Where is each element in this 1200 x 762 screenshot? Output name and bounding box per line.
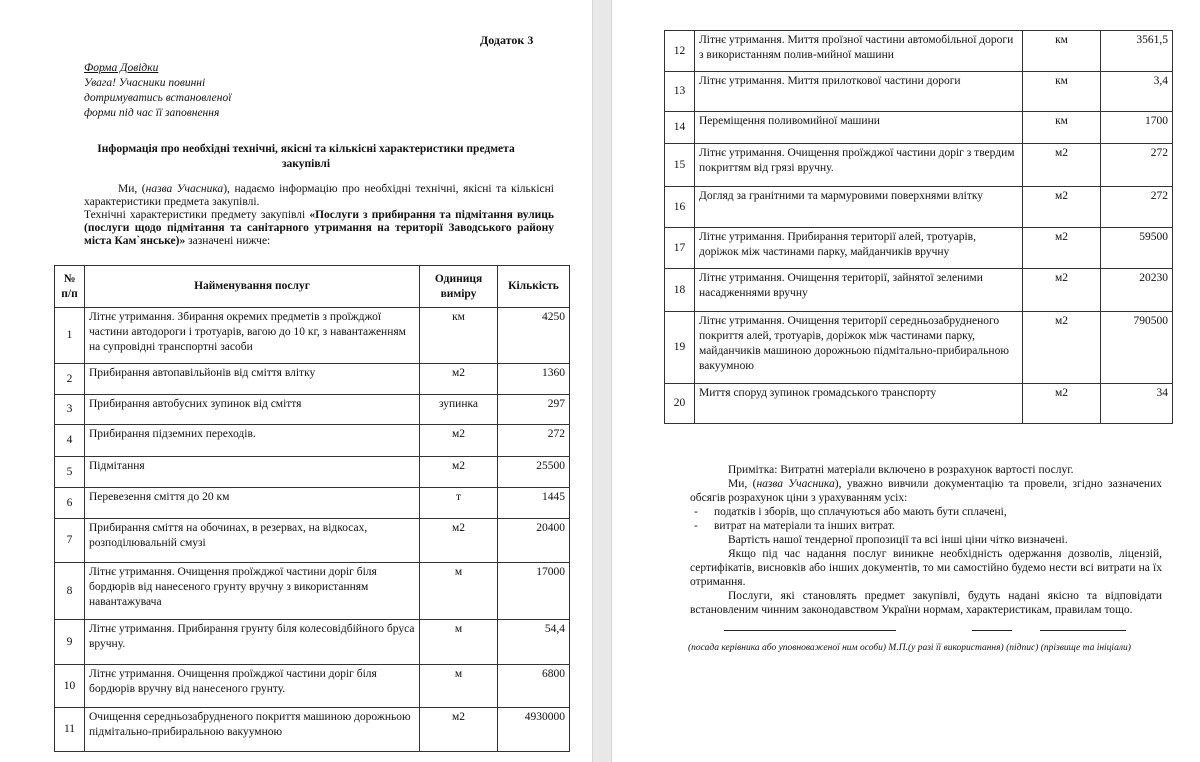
service-name: Літнє утримання. Очищення проїжджої частини доріг з твердим покриттям від грязі вручну.	[695, 144, 1023, 187]
service-name: Прибирання сміття на обочинах, в резервах, на відкосах, розподілювальній смузі	[85, 519, 420, 563]
unit: м2	[1023, 187, 1101, 228]
intro-text-segment: Ми, (	[118, 183, 146, 195]
table-row	[55, 395, 570, 425]
row-number: 7	[55, 519, 85, 563]
document-title-line: закупівлі	[281, 158, 331, 170]
quantity: 25500	[498, 457, 570, 488]
table-row	[665, 112, 1173, 144]
form-note-title: Форма Довідки	[84, 62, 159, 74]
intro-paragraph	[84, 183, 554, 209]
cost-items-list	[690, 505, 1162, 533]
table-row	[55, 620, 570, 665]
row-number: 14	[665, 112, 695, 144]
table-row	[665, 269, 1173, 312]
quantity: 272	[498, 425, 570, 457]
quantity: 54,4	[498, 620, 570, 665]
service-name: Переміщення поливомийної машини	[695, 112, 1023, 144]
table-row	[665, 72, 1173, 112]
table-row	[665, 384, 1173, 424]
note-paragraph	[690, 477, 1162, 505]
note-paragraph: Якщо під час надання послуг виникне необхідність одержання дозволів, ліцензій, сертифікатів, висновків або інших документів, то ми самостійно будемо нести всі витрати на їх отримання.	[690, 548, 1162, 588]
intro-text-segment: ), надаємо інформацію про необхідні технічні, якісні та кількісні характеристики предмета закупівлі.	[84, 183, 554, 208]
unit: м2	[420, 457, 498, 488]
note-text-segment: ), уважно вивчили документацію та провели, згідно зазначених обсягів розрахунок ціни з урахуванням усіх:	[690, 478, 1162, 504]
document-title	[80, 142, 532, 172]
unit: зупинка	[420, 395, 498, 425]
unit: м2	[1023, 312, 1101, 384]
appendix-label: Додаток 3	[480, 33, 534, 47]
signature-captions: (посада керівника або уповноваженої ним особи) М.П.(у разі її використання) (підпис) (прізвище та ініціали)	[688, 643, 1131, 653]
table-row	[665, 144, 1173, 187]
table-row	[55, 425, 570, 457]
quantity: 1700	[1101, 112, 1173, 144]
quantity: 4250	[498, 308, 570, 364]
service-name: Очищення середньозабрудненого покриття машиною дорожньою підмітально-прибиральною вакуумною	[85, 708, 420, 752]
unit: м	[420, 665, 498, 708]
unit: км	[1023, 72, 1101, 112]
row-number: 3	[55, 395, 85, 425]
quantity: 272	[1101, 144, 1173, 187]
table-row	[55, 488, 570, 519]
signature-line-name	[1040, 630, 1126, 631]
row-number: 17	[665, 228, 695, 269]
quantity: 20400	[498, 519, 570, 563]
remark-paragraph: Примітка: Витратні матеріали включено в розрахунок вартості послуг.	[728, 464, 1074, 476]
service-name: Миття споруд зупинок громадського транспорту	[695, 384, 1023, 424]
form-note-line: дотримуватись встановленої	[84, 92, 232, 104]
row-number: 6	[55, 488, 85, 519]
unit: км	[420, 308, 498, 364]
quantity: 34	[1101, 384, 1173, 424]
intro-paragraph	[84, 209, 554, 248]
quantity: 1360	[498, 364, 570, 395]
document-page-left	[0, 0, 592, 762]
quantity: 297	[498, 395, 570, 425]
list-item-text: податків і зборів, що сплачуються або мають бути сплачені,	[714, 506, 1007, 518]
table-header-row	[55, 266, 570, 308]
table-row	[55, 665, 570, 708]
bullet-dash-icon: -	[694, 520, 698, 532]
service-name: Літнє утримання. Миття прилоткової частини дороги	[695, 72, 1023, 112]
unit: м2	[420, 519, 498, 563]
bullet-dash-icon: -	[694, 506, 698, 518]
table-row	[55, 519, 570, 563]
quantity: 3561,5	[1101, 31, 1173, 72]
unit: м2	[420, 708, 498, 752]
header-service-name: Найменування послуг	[85, 266, 420, 308]
service-name: Літнє утримання. Прибирання грунту біля колесовідбійного бруса вручну.	[85, 620, 420, 665]
service-name: Перевезення сміття до 20 км	[85, 488, 420, 519]
form-note-line: форми під час її заповнення	[84, 107, 220, 119]
table-row	[665, 187, 1173, 228]
signature-line-signature	[972, 630, 1012, 631]
service-name: Догляд за гранітними та мармуровими поверхнями влітку	[695, 187, 1023, 228]
service-name: Прибирання підземних переходів.	[85, 425, 420, 457]
document-title-line: Інформація про необхідні технічні, якісні та кількісні характеристики предмета	[97, 143, 515, 155]
service-name: Літнє утримання. Прибирання території алей, тротуарів, доріжок між частинами парку, майданчиків вручну	[695, 228, 1023, 269]
unit: м2	[1023, 144, 1101, 187]
service-name: Літнє утримання. Очищення території, зайнятої зеленими насадженнями вручну	[695, 269, 1023, 312]
unit: км	[1023, 31, 1101, 72]
table-row	[665, 312, 1173, 384]
row-number: 8	[55, 563, 85, 620]
form-note	[84, 61, 284, 121]
unit: м2	[420, 364, 498, 395]
service-name: Прибирання автобусних зупинок від сміття	[85, 395, 420, 425]
note-text-segment: Ми, (	[728, 478, 757, 490]
quantity: 4930000	[498, 708, 570, 752]
list-item-text: витрат на матеріали та інших витрат.	[714, 520, 895, 532]
services-table-continued	[664, 30, 1173, 424]
quantity: 272	[1101, 187, 1173, 228]
header-quantity: Кількість	[498, 266, 570, 308]
table-row	[55, 457, 570, 488]
row-number: 9	[55, 620, 85, 665]
row-number: 18	[665, 269, 695, 312]
row-number: 13	[665, 72, 695, 112]
unit: т	[420, 488, 498, 519]
table-row	[55, 364, 570, 395]
unit: м	[420, 563, 498, 620]
table-row	[55, 308, 570, 364]
quantity: 59500	[1101, 228, 1173, 269]
table-row	[55, 563, 570, 620]
service-name: Літнє утримання. Збирання окремих предметів з проїжджої частини автодороги і тротуарів, вагою до 10 кг, з навантаженням на супровідні транспортні засоби	[85, 308, 420, 364]
service-name: Літнє утримання. Очищення проїжджої частини доріг біля бордюрів від нанесеного грунту вручну з використанням навантажувача	[85, 563, 420, 620]
row-number: 1	[55, 308, 85, 364]
service-name: Підмітання	[85, 457, 420, 488]
table-row	[665, 228, 1173, 269]
service-name: Літнє утримання. Очищення проїжджої частини доріг біля бордюрів вручну від нанесеного грунту.	[85, 665, 420, 708]
row-number: 12	[665, 31, 695, 72]
list-item	[690, 519, 1162, 533]
quantity: 790500	[1101, 312, 1173, 384]
row-number: 4	[55, 425, 85, 457]
unit: м2	[420, 425, 498, 457]
intro-text-segment: зазначені нижче:	[185, 235, 271, 247]
note-paragraph: Послуги, які становлять предмет закупівлі, будуть надані якісно та відповідати встановленим чинним законодавством України нормам, характеристикам, правилам тощо.	[690, 590, 1162, 616]
page-gutter	[592, 0, 612, 762]
participant-name-placeholder: назва Учасника	[756, 478, 835, 490]
unit: м2	[1023, 228, 1101, 269]
row-number: 5	[55, 457, 85, 488]
row-number: 11	[55, 708, 85, 752]
quantity: 17000	[498, 563, 570, 620]
quantity: 1445	[498, 488, 570, 519]
list-item	[690, 505, 1162, 519]
service-name: Літнє утримання. Очищення території середньозабрудненого покриття алей, тротуарів, доріжок між частинами парку, майданчиків машиною дорожньою підмітально-прибиральною вакуумною	[695, 312, 1023, 384]
row-number: 15	[665, 144, 695, 187]
quantity: 20230	[1101, 269, 1173, 312]
note-paragraph: Вартість нашої тендерної пропозиції та всі інші ціни чітко визначені.	[728, 534, 1068, 546]
unit: м2	[1023, 269, 1101, 312]
service-name: Прибирання автопавільйонів від сміття влітку	[85, 364, 420, 395]
unit: м	[420, 620, 498, 665]
intro-text-segment: Технічні характеристики предмету закупівлі	[84, 209, 310, 221]
row-number: 16	[665, 187, 695, 228]
quantity: 3,4	[1101, 72, 1173, 112]
row-number: 2	[55, 364, 85, 395]
form-note-line: Увага! Учасники повинні	[84, 77, 206, 89]
quantity: 6800	[498, 665, 570, 708]
signature-line-position	[724, 630, 896, 631]
unit: км	[1023, 112, 1101, 144]
service-name: Літнє утримання. Миття проїзної частини автомобільної дороги з використанням полив-мийної машини	[695, 31, 1023, 72]
row-number: 20	[665, 384, 695, 424]
services-table	[54, 265, 570, 752]
table-row	[55, 708, 570, 752]
row-number: 19	[665, 312, 695, 384]
unit: м2	[1023, 384, 1101, 424]
table-row	[665, 31, 1173, 72]
participant-name-placeholder: назва Учасника	[145, 183, 224, 195]
notes-section	[690, 463, 1162, 617]
procurement-subject: «Послуги з прибирання та підмітання вулиць (послуги щодо підмітання та санітарного утримання на території Заводського району міста Кам`янське)»	[84, 209, 555, 247]
intro-text	[84, 183, 554, 248]
header-number: № п/п	[55, 266, 85, 308]
row-number: 10	[55, 665, 85, 708]
header-unit: Одиниця виміру	[420, 266, 498, 308]
